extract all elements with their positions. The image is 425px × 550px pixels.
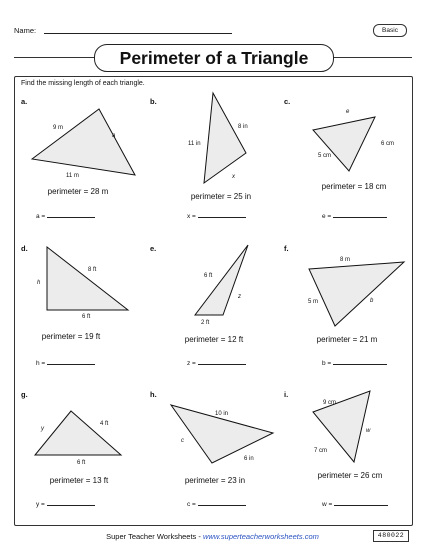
side-label: a xyxy=(112,133,116,139)
side-label: h xyxy=(37,280,41,286)
perimeter-text-d: perimeter = 19 ft xyxy=(41,332,101,341)
perimeter-text-h: perimeter = 23 in xyxy=(184,476,246,485)
answer-blank[interactable] xyxy=(47,217,95,218)
triangle-i xyxy=(313,391,371,462)
problem-h-letter: h. xyxy=(150,390,157,399)
name-label: Name: xyxy=(14,26,37,35)
side-label: 9 m xyxy=(53,125,64,131)
perimeter-text-f: perimeter = 21 m xyxy=(316,335,378,344)
answer-label: w = xyxy=(322,501,333,508)
side-label: 6 ft xyxy=(77,460,86,466)
answer-blank[interactable] xyxy=(198,505,246,506)
triangle-d xyxy=(37,247,128,320)
side-label: z xyxy=(238,294,241,300)
answer-d xyxy=(36,360,95,367)
triangle-b-shape xyxy=(204,93,246,183)
level-badge: Basic xyxy=(373,24,407,37)
answer-label: b = xyxy=(322,360,332,367)
triangle-c xyxy=(313,109,394,171)
side-label: 8 m xyxy=(340,257,351,263)
problem-f-letter: f. xyxy=(284,244,289,253)
triangle-b xyxy=(188,93,248,183)
answer-f xyxy=(322,360,387,367)
answer-i xyxy=(322,501,388,508)
side-label: c xyxy=(181,438,184,444)
answer-g xyxy=(36,501,95,508)
perimeter-text-e: perimeter = 12 ft xyxy=(184,335,244,344)
triangle-f xyxy=(308,257,404,326)
side-label: 5 cm xyxy=(318,153,332,159)
side-label: 6 cm xyxy=(381,141,395,147)
answer-c xyxy=(322,213,387,220)
answer-blank[interactable] xyxy=(333,217,387,218)
footer-separator: - xyxy=(196,532,203,541)
side-label: 4 ft xyxy=(100,421,109,427)
problem-g-letter: g. xyxy=(21,390,28,399)
side-label: 8 ft xyxy=(88,267,97,273)
side-label: e xyxy=(346,109,350,115)
perimeter-text-b: perimeter = 25 in xyxy=(190,192,252,201)
triangle-d-shape xyxy=(47,247,128,310)
problem-c-letter: c. xyxy=(284,97,291,106)
answer-blank[interactable] xyxy=(333,364,387,365)
perimeter-text-c: perimeter = 18 cm xyxy=(321,182,387,191)
triangle-f-shape xyxy=(309,262,404,326)
side-label: 6 in xyxy=(244,456,254,462)
answer-label: y = xyxy=(36,501,45,508)
triangle-e-shape xyxy=(195,245,248,315)
answer-blank[interactable] xyxy=(47,364,95,365)
side-label: b xyxy=(370,298,374,304)
side-label: w xyxy=(366,428,371,434)
triangle-h xyxy=(171,405,273,463)
triangle-g-shape xyxy=(35,411,121,455)
answer-label: c = xyxy=(187,501,196,508)
answer-label: z = xyxy=(187,360,196,367)
side-label: 11 m xyxy=(66,173,79,179)
answer-blank[interactable] xyxy=(198,217,246,218)
side-label: 9 cm xyxy=(323,400,337,406)
side-label: 2 ft xyxy=(201,320,210,326)
answer-h xyxy=(187,501,246,508)
perimeter-text-a: perimeter = 28 m xyxy=(47,187,109,196)
answer-b xyxy=(187,213,246,220)
answer-label: e = xyxy=(322,213,332,220)
problem-d-letter: d. xyxy=(21,244,28,253)
triangle-a-shape xyxy=(32,109,135,175)
answer-blank[interactable] xyxy=(198,364,246,365)
instructions: Find the missing length of each triangle. xyxy=(21,80,145,87)
problem-i-letter: i. xyxy=(284,390,289,399)
side-label: 11 in xyxy=(188,141,201,147)
side-label: x xyxy=(232,174,235,180)
footer-url-link[interactable]: www.superteacherworksheets.com xyxy=(202,532,319,541)
answer-blank[interactable] xyxy=(334,505,388,506)
answer-label: a = xyxy=(36,213,46,220)
side-label: 8 in xyxy=(238,124,248,130)
triangle-c-shape xyxy=(313,117,375,171)
side-label: 5 m xyxy=(308,299,319,305)
answer-a xyxy=(36,213,95,220)
problem-e-letter: e. xyxy=(150,244,157,253)
side-label: 6 ft xyxy=(204,273,213,279)
page-title: Perimeter of a Triangle xyxy=(94,44,334,72)
side-label: 10 in xyxy=(215,411,229,417)
problem-b-letter: b. xyxy=(150,97,157,106)
answer-label: x = xyxy=(187,213,196,220)
worksheet-code: 480022 xyxy=(373,530,409,542)
triangle-g xyxy=(35,411,121,466)
side-label: 7 cm xyxy=(314,448,328,454)
answer-label: h = xyxy=(36,360,46,367)
perimeter-text-g: perimeter = 13 ft xyxy=(49,476,109,485)
footer-brand: Super Teacher Worksheets xyxy=(106,532,197,541)
perimeter-text-i: perimeter = 26 cm xyxy=(317,471,383,480)
triangle-a xyxy=(32,109,135,179)
problem-a-letter: a. xyxy=(21,97,28,106)
answer-blank[interactable] xyxy=(47,505,95,506)
answer-e xyxy=(187,360,246,367)
footer xyxy=(0,532,425,541)
side-label: 6 ft xyxy=(82,314,91,320)
triangle-e xyxy=(195,245,248,326)
side-label: y xyxy=(41,426,44,432)
